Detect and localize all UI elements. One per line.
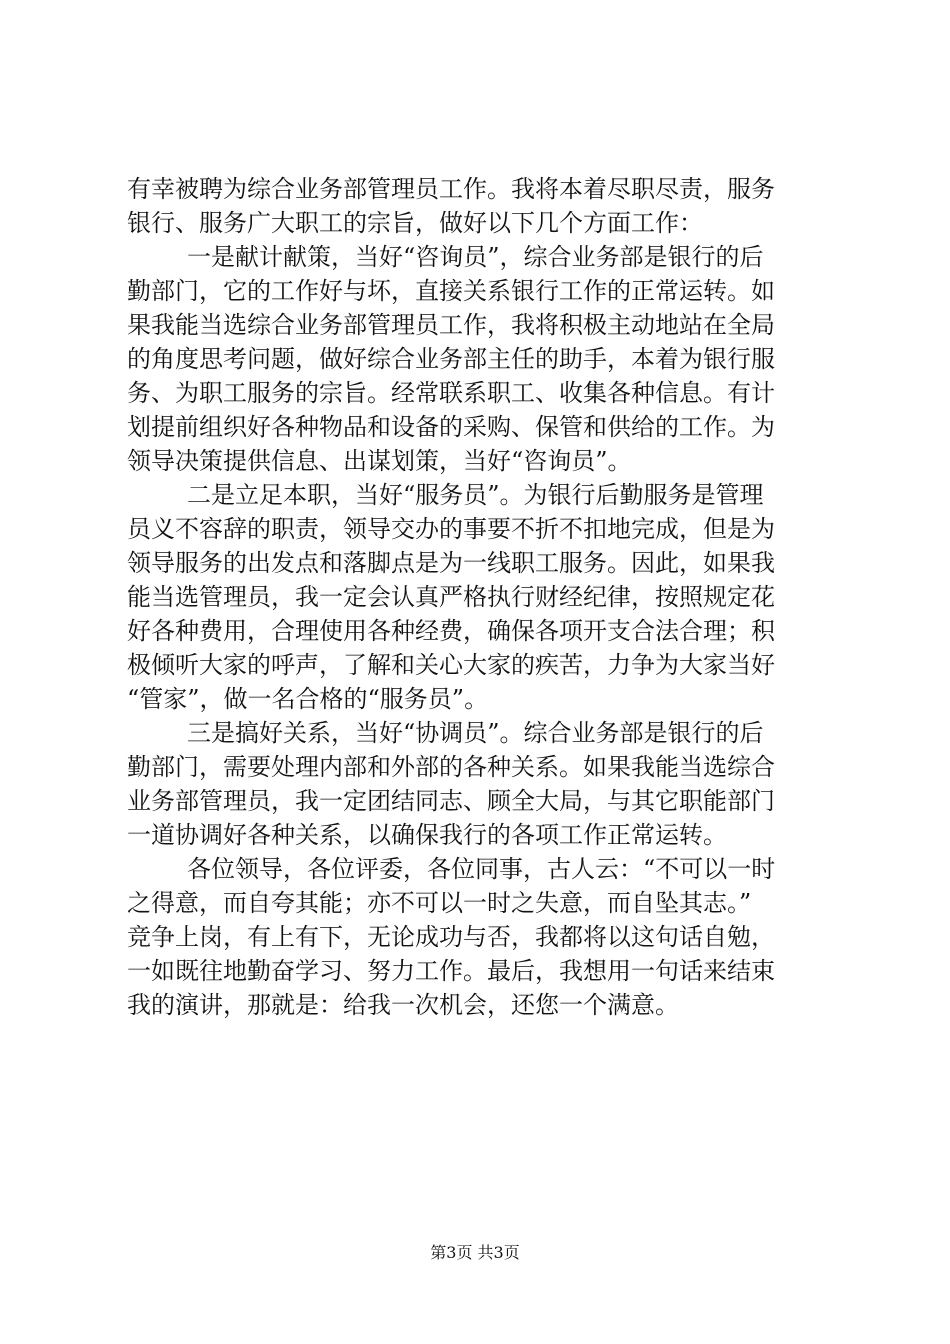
text-line: 果我能当选综合业务部管理员工作，我将积极主动地站在全局 xyxy=(127,311,775,339)
text-line: 领导服务的出发点和落脚点是为一线职工服务。因此，如果我 xyxy=(127,549,775,577)
text-line: 一道协调好各种关系，以确保我行的各项工作正常运转。 xyxy=(127,821,727,849)
text-line: 一如既往地勤奋学习、努力工作。最后，我想用一句话来结束 xyxy=(127,957,775,985)
text-line: 勤部门，它的工作好与坏，直接关系银行工作的正常运转。如 xyxy=(127,277,775,305)
text-line: 划提前组织好各种物品和设备的采购、保管和供给的工作。为 xyxy=(127,413,775,441)
text-line: 有幸被聘为综合业务部管理员工作。我将本着尽职尽责，服务 xyxy=(127,175,775,203)
text-line: 竞争上岗，有上有下，无论成功与否，我都将以这句话自勉， xyxy=(127,923,775,951)
text-line: 好各种费用，合理使用各种经费，确保各项开支合法合理；积 xyxy=(127,617,775,645)
text-line: 的角度思考问题，做好综合业务部主任的助手，本着为银行服 xyxy=(127,345,775,373)
page-number-label: 第3页 共3页 xyxy=(430,1243,520,1262)
text-line: 勤部门，需要处理内部和外部的各种关系。如果我能当选综合 xyxy=(127,753,775,781)
paragraph-start-line: 一是献计献策，当好“咨询员”，综合业务部是银行的后 xyxy=(187,243,764,271)
text-line: 员义不容辞的职责，领导交办的事要不折不扣地完成，但是为 xyxy=(127,515,775,543)
text-line: 业务部管理员，我一定团结同志、顾全大局，与其它职能部门 xyxy=(127,787,775,815)
text-line: 能当选管理员，我一定会认真严格执行财经纪律，按照规定花 xyxy=(127,583,775,611)
text-line: 务、为职工服务的宗旨。经常联系职工、收集各种信息。有计 xyxy=(127,379,775,407)
text-line: 极倾听大家的呼声，了解和关心大家的疾苦，力争为大家当好 xyxy=(127,651,775,679)
text-line: “管家”，做一名合格的“服务员”。 xyxy=(127,685,489,713)
text-line: 领导决策提供信息、出谋划策，当好“咨询员”。 xyxy=(127,447,632,475)
text-line: 我的演讲，那就是：给我一次机会，还您一个满意。 xyxy=(127,991,679,1019)
paragraph-start-line: 各位领导，各位评委，各位同事，古人云：“不可以一时 xyxy=(187,855,776,883)
document-body xyxy=(127,172,827,1022)
text-line: 之得意，而自夸其能；亦不可以一时之失意，而自坠其志。” xyxy=(127,889,752,917)
page-footer xyxy=(0,1242,950,1264)
paragraph-start-line: 三是搞好关系，当好“协调员”。综合业务部是银行的后 xyxy=(187,719,764,747)
text-line: 银行、服务广大职工的宗旨，做好以下几个方面工作： xyxy=(127,209,703,237)
paragraph-start-line: 二是立足本职，当好“服务员”。为银行后勤服务是管理 xyxy=(187,481,764,509)
